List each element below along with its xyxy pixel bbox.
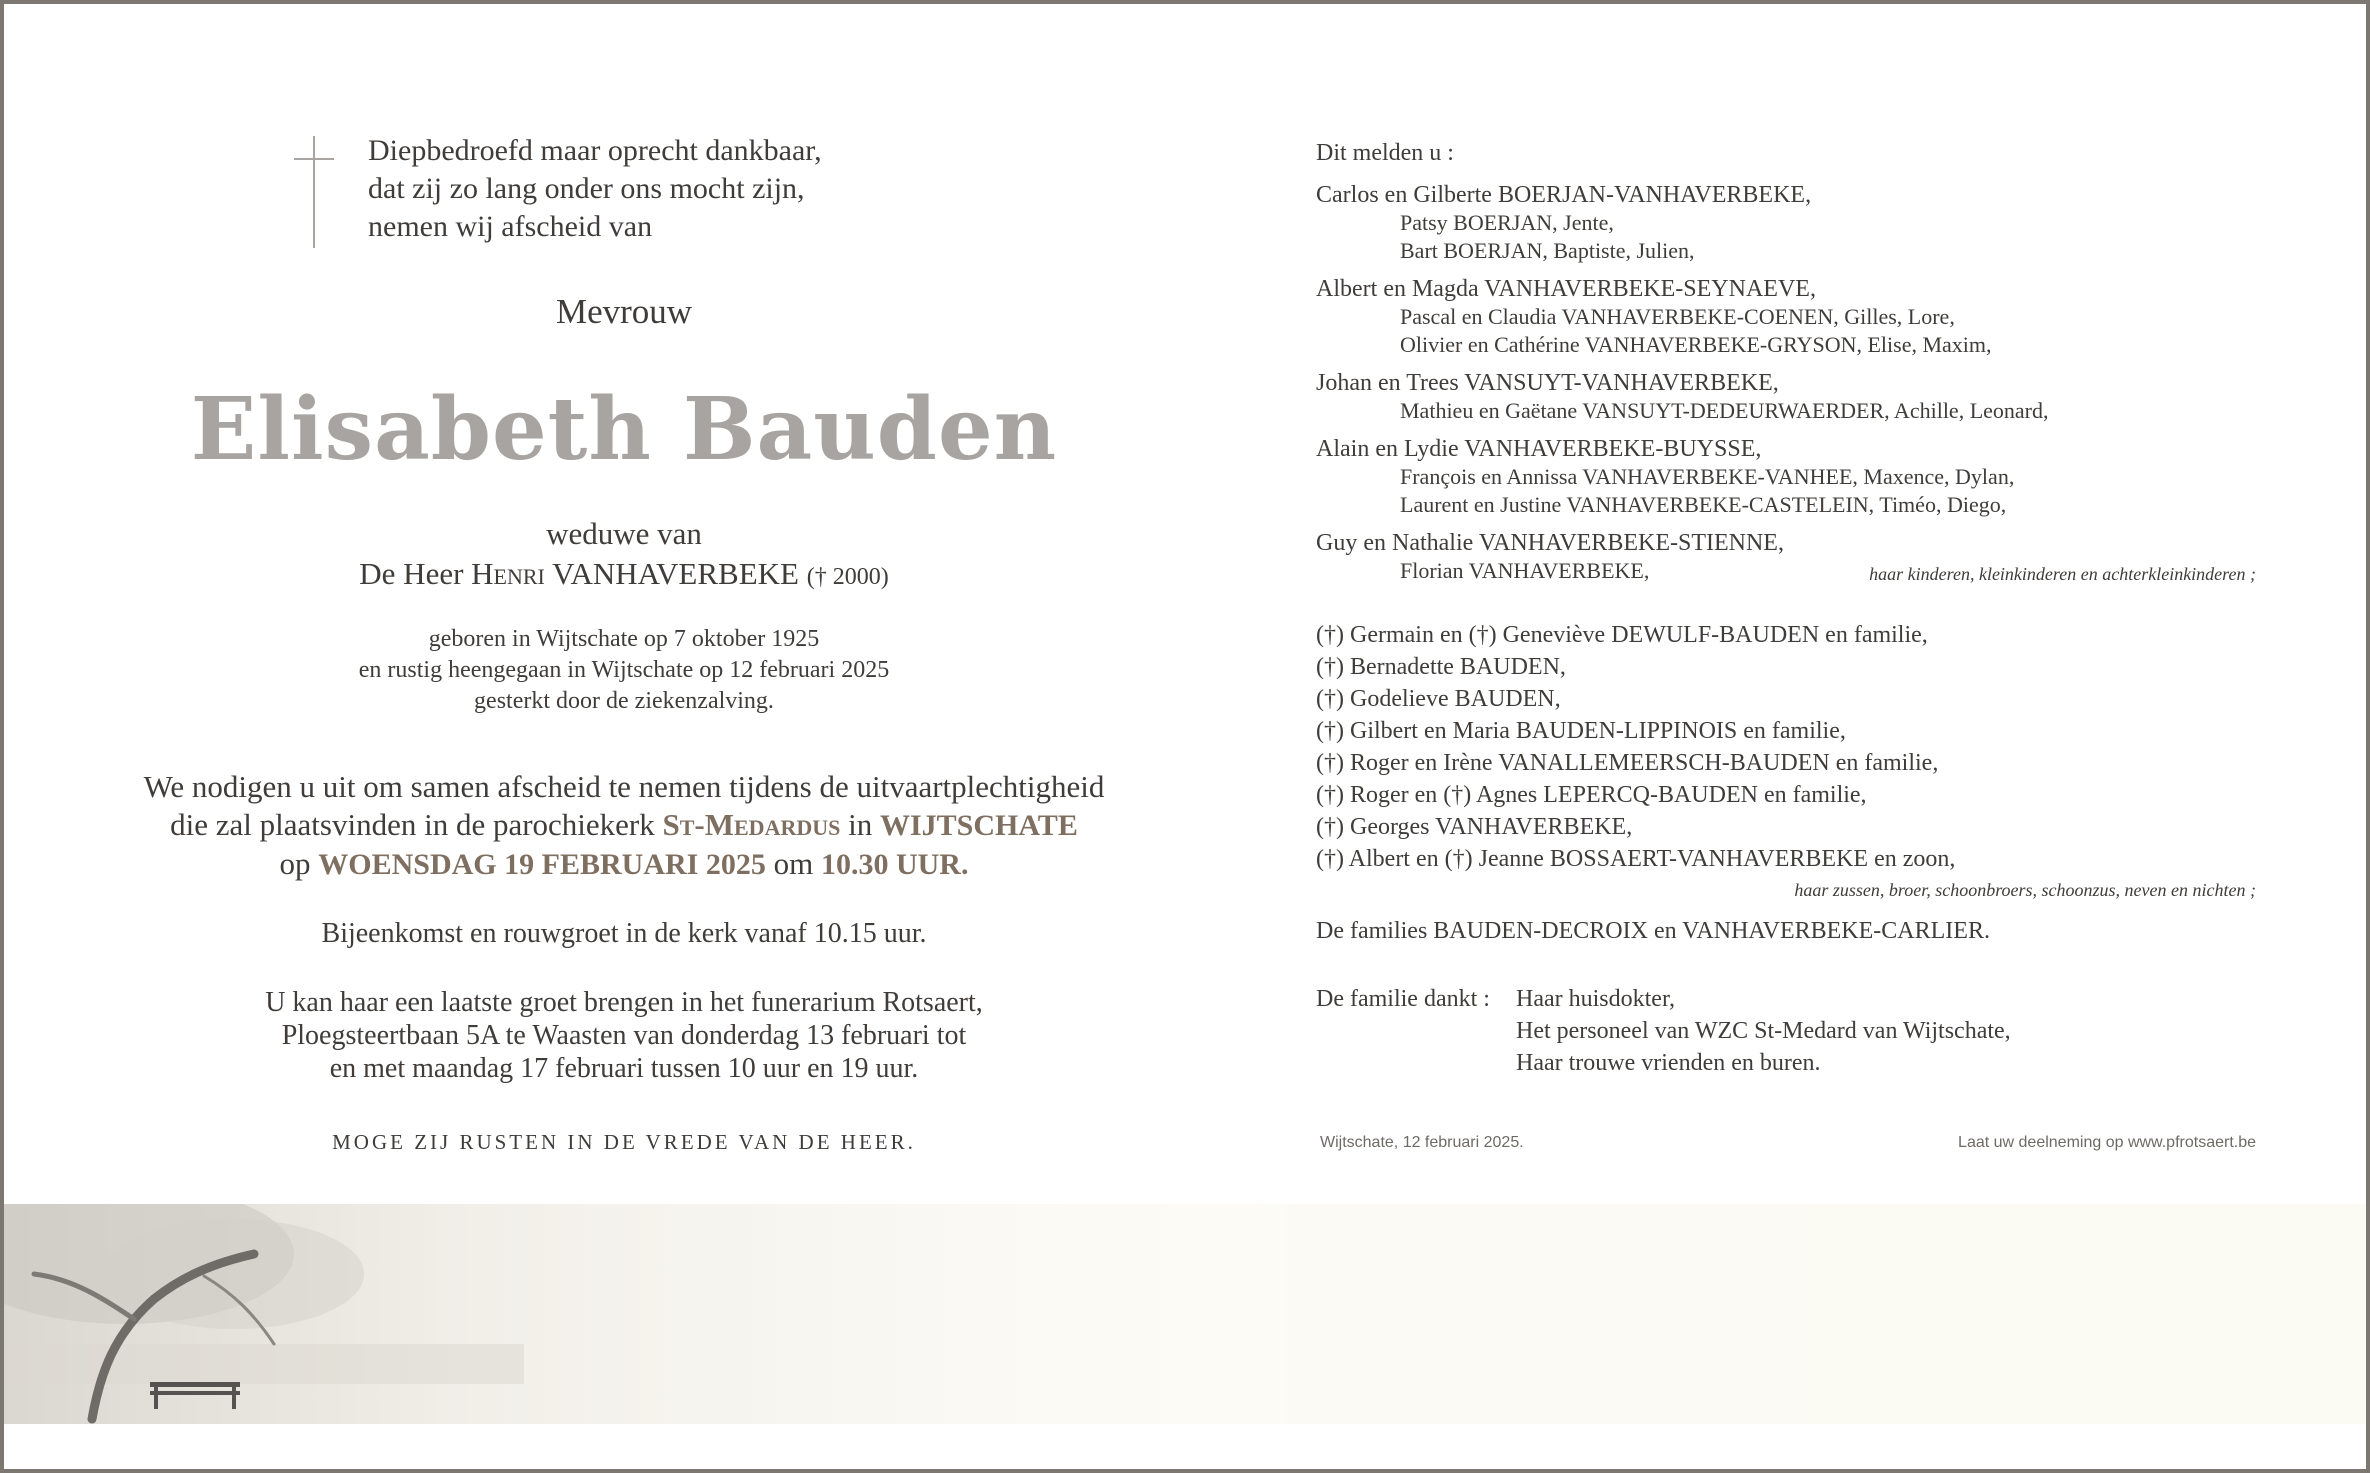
widow-line: weduwe van: [546, 516, 702, 551]
cross-icon: [294, 136, 334, 248]
family-line: Patsy BOERJAN, Jente,: [1400, 210, 1614, 235]
notice-left-column: [74, 4, 1174, 1184]
intro-text: [368, 132, 1068, 246]
family-line: Albert en Magda VANHAVERBEKE-SEYNAEVE,: [1316, 276, 1816, 302]
funeral-invitation: [74, 768, 1174, 884]
church-name: St-Medardus: [662, 807, 841, 842]
invite-line: We nodigen u uit om samen afscheid te nemen tijdens de uitvaartplechtigheid: [143, 769, 1105, 804]
announcement-header: Dit melden u :: [1316, 140, 1454, 166]
town-name: WIJTSCHATE: [880, 809, 1078, 842]
extended-families: De families BAUDEN-DECROIX en VANHAVERBEKE-CARLIER.: [1316, 918, 1990, 944]
husband-prefix: De Heer: [359, 556, 464, 591]
gathering-info: Bijeenkomst en rouwgroet in de kerk vanaf 10.15 uur.: [321, 918, 927, 949]
family-line: Guy en Nathalie VANHAVERBEKE-STIENNE,: [1316, 530, 1784, 556]
visitation-info: [74, 986, 1174, 1085]
family-line: Mathieu en Gaëtane VANSUYT-DEDEURWAERDER, Achille, Leonard,: [1400, 398, 2049, 423]
family-line: Olivier en Cathérine VANHAVERBEKE-GRYSON, Elise, Maxim,: [1400, 332, 1992, 357]
sibling-line: (†) Albert en (†) Jeanne BOSSAERT-VANHAVERBEKE en zoon,: [1316, 846, 1956, 872]
husband-line: [74, 554, 1174, 597]
funeral-time: 10.30 UUR.: [820, 848, 969, 881]
condolence-link[interactable]: Laat uw deelneming op www.pfrotsaert.be: [1958, 1134, 2256, 1151]
thanks-item: Het personeel van WZC St-Medard van Wijtschate,: [1516, 1018, 2011, 1044]
sibling-line: (†) Germain en (†) Geneviève DEWULF-BAUDEN en familie,: [1316, 622, 1928, 648]
husband-last-name: VANHAVERBEKE: [552, 556, 799, 591]
husband-death-year: († 2000): [806, 564, 889, 590]
thanks-label: De familie dankt :: [1316, 986, 1490, 1012]
siblings-note: haar zussen, broer, schoonbroers, schoonzus, neven en nichten ;: [1794, 880, 2256, 900]
family-line: Bart BOERJAN, Baptiste, Julien,: [1400, 238, 1695, 263]
photo-panel: [1822, 1204, 2366, 1424]
widow-info: [74, 514, 1174, 597]
family-line: François en Annissa VANHAVERBEKE-VANHEE, Maxence, Dylan,: [1400, 464, 2015, 489]
sibling-line: (†) Georges VANHAVERBEKE,: [1316, 814, 1633, 840]
intro-line: nemen wij afscheid van: [368, 210, 653, 243]
family-line: Florian VANHAVERBEKE,: [1400, 558, 1650, 583]
funeral-date: WOENSDAG 19 FEBRUARI 2025: [318, 848, 766, 881]
salutation: Mevrouw: [555, 292, 693, 331]
decorative-photo-strip: [4, 1204, 2366, 1424]
family-line: Pascal en Claudia VANHAVERBEKE-COENEN, Gilles, Lore,: [1400, 304, 1955, 329]
family-line: Alain en Lydie VANHAVERBEKE-BUYSSE,: [1316, 436, 1762, 462]
family-line: Carlos en Gilberte BOERJAN-VANHAVERBEKE,: [1316, 182, 1812, 208]
intro-line: dat zij zo lang onder ons mocht zijn,: [368, 172, 805, 205]
sibling-line: (†) Godelieve BAUDEN,: [1316, 686, 1561, 712]
closing-blessing: MOGE ZIJ RUSTEN IN DE VREDE VAN DE HEER.: [332, 1130, 916, 1154]
sibling-line: (†) Gilbert en Maria BAUDEN-LIPPINOIS en familie,: [1316, 718, 1846, 744]
invite-line: op WOENSDAG 19 FEBRUARI 2025 om 10.30 UUR.: [279, 846, 969, 881]
life-dates: [74, 624, 1174, 717]
thanks-item: Haar trouwe vrienden en buren.: [1516, 1050, 1821, 1076]
place-date: Wijtschate, 12 februari 2025.: [1320, 1134, 1524, 1151]
family-line: Laurent en Justine VANHAVERBEKE-CASTELEIN, Timéo, Diego,: [1400, 492, 2007, 517]
visitation-line: Ploegsteertbaan 5A te Waasten van donderdag 13 februari tot: [281, 1020, 967, 1051]
sibling-line: (†) Bernadette BAUDEN,: [1316, 654, 1566, 680]
birth-line: geboren in Wijtschate op 7 oktober 1925: [428, 626, 820, 652]
intro-line: Diepbedroefd maar oprecht dankbaar,: [368, 134, 822, 167]
family-line: Johan en Trees VANSUYT-VANHAVERBEKE,: [1316, 370, 1779, 396]
sibling-line: (†) Roger en (†) Agnes LEPERCQ-BAUDEN en familie,: [1316, 782, 1867, 808]
sacrament-line: gesterkt door de ziekenzalving.: [474, 688, 774, 714]
sibling-line: (†) Roger en Irène VANALLEMEERSCH-BAUDEN en familie,: [1316, 750, 1939, 776]
deceased-name: Elisabeth Bauden: [190, 379, 1058, 480]
invite-line: die zal plaatsvinden in de parochiekerk St-Medardus in WIJTSCHATE: [170, 807, 1078, 842]
notice-right-column: [1316, 4, 2316, 1184]
thanks-item: Haar huisdokter,: [1516, 986, 1675, 1012]
children-note: haar kinderen, kleinkinderen en achterkleinkinderen ;: [1869, 564, 2256, 584]
visitation-line: en met maandag 17 februari tussen 10 uur en 19 uur.: [329, 1053, 919, 1084]
visitation-line: U kan haar een laatste groet brengen in het funerarium Rotsaert,: [265, 987, 983, 1018]
husband-first-name: Henri: [471, 556, 545, 591]
photo-panel: [1286, 1204, 1796, 1424]
tree-and-bench-image: [4, 1204, 1284, 1424]
death-line: en rustig heengegaan in Wijtschate op 12 februari 2025: [358, 657, 890, 683]
